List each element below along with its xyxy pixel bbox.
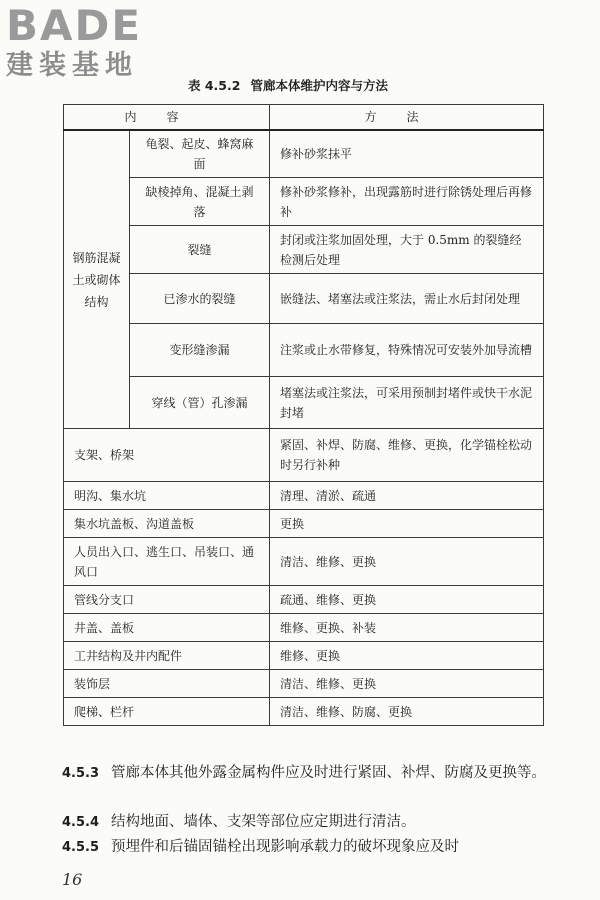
paragraph-number: 4.5.5 — [62, 840, 100, 855]
method-cell: 修补砂浆修补，出现露筋时进行除锈处理后再修补 — [270, 178, 544, 226]
table-row — [64, 178, 544, 226]
header-method: 方法 — [270, 105, 544, 131]
paragraph-number: 4.5.3 — [62, 766, 100, 781]
group-label-cell: 钢筋混凝土或砌体结构 — [64, 130, 130, 429]
item-cell: 变形缝渗漏 — [130, 324, 270, 377]
item-cell: 集水坑盖板、沟道盖板 — [64, 510, 270, 538]
paragraph-text: 结构地面、墙体、支架等部位应定期进行清洁。 — [111, 814, 416, 830]
paragraph-text: 管廊本体其他外露金属构件应及时进行紧固、补焊、防腐及更换等。 — [111, 765, 547, 781]
method-cell: 清洁、维修、更换 — [270, 538, 544, 586]
maintenance-table — [63, 104, 544, 726]
table-row — [64, 429, 544, 482]
table-row — [64, 510, 544, 538]
paragraph-text: 预埋件和后锚固锚栓出现影响承载力的破坏现象应及时 — [111, 839, 460, 855]
header-content: 内容 — [64, 105, 270, 131]
method-cell: 维修、更换 — [270, 642, 544, 670]
table-row — [64, 482, 544, 510]
table-row — [64, 226, 544, 274]
paragraph-4-5-5 — [62, 836, 562, 859]
method-cell: 封闭或注浆加固处理，大于 0.5mm 的裂缝经检测后处理 — [270, 226, 544, 274]
item-cell: 管线分支口 — [64, 586, 270, 614]
method-cell: 注浆或止水带修复，特殊情况可安装外加导流槽 — [270, 324, 544, 377]
table-row — [64, 586, 544, 614]
table-row — [64, 130, 544, 178]
logo-latin-text: BADE — [6, 1, 143, 50]
table-row — [64, 274, 544, 324]
paragraph-4-5-3 — [62, 762, 562, 785]
table-row — [64, 642, 544, 670]
item-cell: 工井结构及井内配件 — [64, 642, 270, 670]
table-row — [64, 698, 544, 726]
method-cell: 修补砂浆抹平 — [270, 130, 544, 178]
item-cell: 人员出入口、逃生口、吊装口、通风口 — [64, 538, 270, 586]
item-cell: 已渗水的裂缝 — [130, 274, 270, 324]
table-body — [64, 130, 544, 726]
table-caption-number: 表 4.5.2 — [188, 78, 241, 93]
method-cell: 维修、更换、补装 — [270, 614, 544, 642]
method-cell: 清洁、维修、更换 — [270, 670, 544, 698]
item-cell: 支架、桥架 — [64, 429, 270, 482]
method-cell: 堵塞法或注浆法，可采用预制封堵件或快干水泥封堵 — [270, 377, 544, 429]
item-cell: 明沟、集水坑 — [64, 482, 270, 510]
table-caption — [188, 76, 398, 94]
page-number: 16 — [62, 870, 83, 889]
table-row — [64, 324, 544, 377]
table-row — [64, 377, 544, 429]
table-caption-title: 管廊本体维护内容与方法 — [250, 78, 388, 93]
item-cell: 井盖、盖板 — [64, 614, 270, 642]
paragraph-4-5-4 — [62, 811, 562, 834]
method-cell: 紧固、补焊、防腐、维修、更换，化学锚栓松动时另行补种 — [270, 429, 544, 482]
item-cell: 装饰层 — [64, 670, 270, 698]
method-cell: 嵌缝法、堵塞法或注浆法，需止水后封闭处理 — [270, 274, 544, 324]
paragraph-number: 4.5.4 — [62, 815, 100, 830]
item-cell: 穿线（管）孔渗漏 — [130, 377, 270, 429]
item-cell: 爬梯、栏杆 — [64, 698, 270, 726]
logo-chinese-text: 建装基地 — [6, 50, 138, 81]
method-cell: 清理、清淤、疏通 — [270, 482, 544, 510]
item-cell: 缺棱掉角、混凝土剥落 — [130, 178, 270, 226]
method-cell: 更换 — [270, 510, 544, 538]
table-header-row — [64, 105, 544, 131]
item-cell: 裂缝 — [130, 226, 270, 274]
method-cell: 疏通、维修、更换 — [270, 586, 544, 614]
item-cell: 龟裂、起皮、蜂窝麻面 — [130, 130, 270, 178]
table-row — [64, 614, 544, 642]
method-cell: 清洁、维修、防腐、更换 — [270, 698, 544, 726]
table-row — [64, 670, 544, 698]
logo — [6, 1, 176, 82]
table-row — [64, 538, 544, 586]
